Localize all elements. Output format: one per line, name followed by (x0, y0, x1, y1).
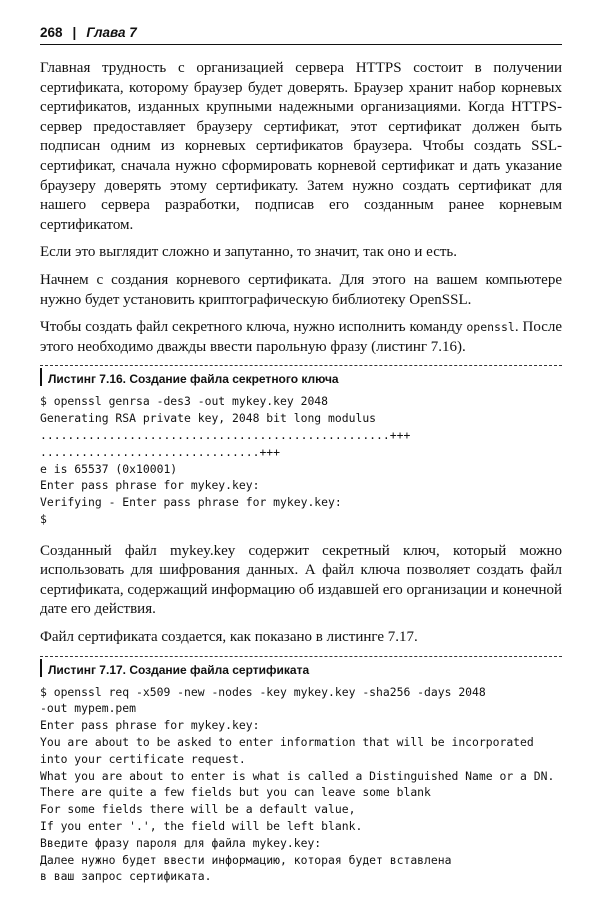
code-line: Verifying - Enter pass phrase for mykey.key: (40, 495, 342, 510)
listing-title: Листинг 7.17. Создание файла сертификата (48, 662, 310, 677)
code-listing-7-16 (40, 393, 562, 527)
code-line: into your certificate request. (40, 751, 246, 766)
code-listing-7-17 (40, 684, 562, 886)
paragraph-secret-key (40, 318, 562, 357)
listing-marker-bar (40, 368, 42, 386)
listing-header-7-17 (40, 656, 562, 677)
paragraph-mykey: Созданный файл mykey.key содержит секретный ключ, который можно использовать для шифрования данных. А файл ключа позволяет создать файл сертификата, содержащий информацию об издавшей его организации и конечной дате его действия. (40, 542, 562, 618)
listing-title: Листинг 7.16. Создание файла секретного ключа (48, 372, 339, 387)
code-line: e is 65537 (0x10001) (40, 461, 178, 476)
code-line: Generating RSA private key, 2048 bit long modulus (40, 411, 377, 426)
paragraph-secret-key-text-after: . После этого необходимо дважды ввести парольную фразу (листинг 7.16). (40, 319, 562, 355)
paragraph-https-difficulty: Главная трудность с организацией сервера HTTPS состоит в получении сертификата, которому браузер будет доверять. Браузер хранит набор корневых сертификатов, изданных крупными надежными организациями. Когда HTTPS-сервер предоставляет браузеру сертификат, этот сертификат должен быть подписан одним из корневых сертификатов браузера. Чтобы создать SSL-сертификат, сначала нужно сформировать корневой сертификат и дать указание браузеру доверять этому сертификату. Затем нужно создать сертификат для нашего сервера разработки, подписав его созданным ранее корневым сертификатом. (40, 60, 562, 233)
paragraph-root-cert: Начнем с создания корневого сертификата. Для этого на вашем компьютере нужно будет установить криптографическую библиотеку OpenSSL. (40, 271, 562, 308)
code-line: There are quite a few fields but you can leave some blank (40, 785, 431, 800)
code-line: Далее нужно будет ввести информацию, которая будет вставлена (40, 852, 452, 867)
code-line: Введите фразу пароля для файла mykey.key: (40, 835, 322, 850)
listing-header-7-16 (40, 365, 562, 386)
chapter-title: Глава 7 (86, 24, 137, 40)
code-line: Enter pass phrase for mykey.key: (40, 718, 260, 733)
book-page (40, 22, 562, 899)
paragraph-complex: Если это выглядит сложно и запутанно, то значит, так оно и есть. (40, 244, 458, 261)
listing-marker-bar (40, 659, 42, 677)
header-separator: | (72, 24, 77, 40)
code-line: $ (40, 511, 47, 526)
code-line: -out mypem.pem (40, 701, 137, 716)
paragraph-secret-key-text-before: Чтобы создать файл секретного ключа, нужно исполнить команду (40, 319, 467, 336)
code-line: ................................+++ (40, 444, 281, 459)
paragraph-cert-file: Файл сертификата создается, как показано в листинге 7.17. (40, 629, 418, 646)
code-line: You are about to be asked to enter information that will be incorporated (40, 735, 534, 750)
code-line: $ openssl genrsa -des3 -out mykey.key 2048 (40, 394, 329, 409)
code-line: If you enter '.', the field will be left blank. (40, 819, 363, 834)
page-number: 268 (40, 24, 63, 40)
code-line: For some fields there will be a default value, (40, 802, 356, 817)
code-line: Enter pass phrase for mykey.key: (40, 478, 260, 493)
code-line: ...................................................+++ (40, 427, 411, 442)
code-line: $ openssl req -x509 -new -nodes -key mykey.key -sha256 -days 2048 (40, 684, 486, 699)
code-line: в ваш запрос сертификата. (40, 869, 212, 884)
page-header (40, 22, 562, 45)
inline-code-openssl: openssl (466, 320, 515, 335)
code-line: What you are about to enter is what is called a Distinguished Name or a DN. (40, 768, 555, 783)
